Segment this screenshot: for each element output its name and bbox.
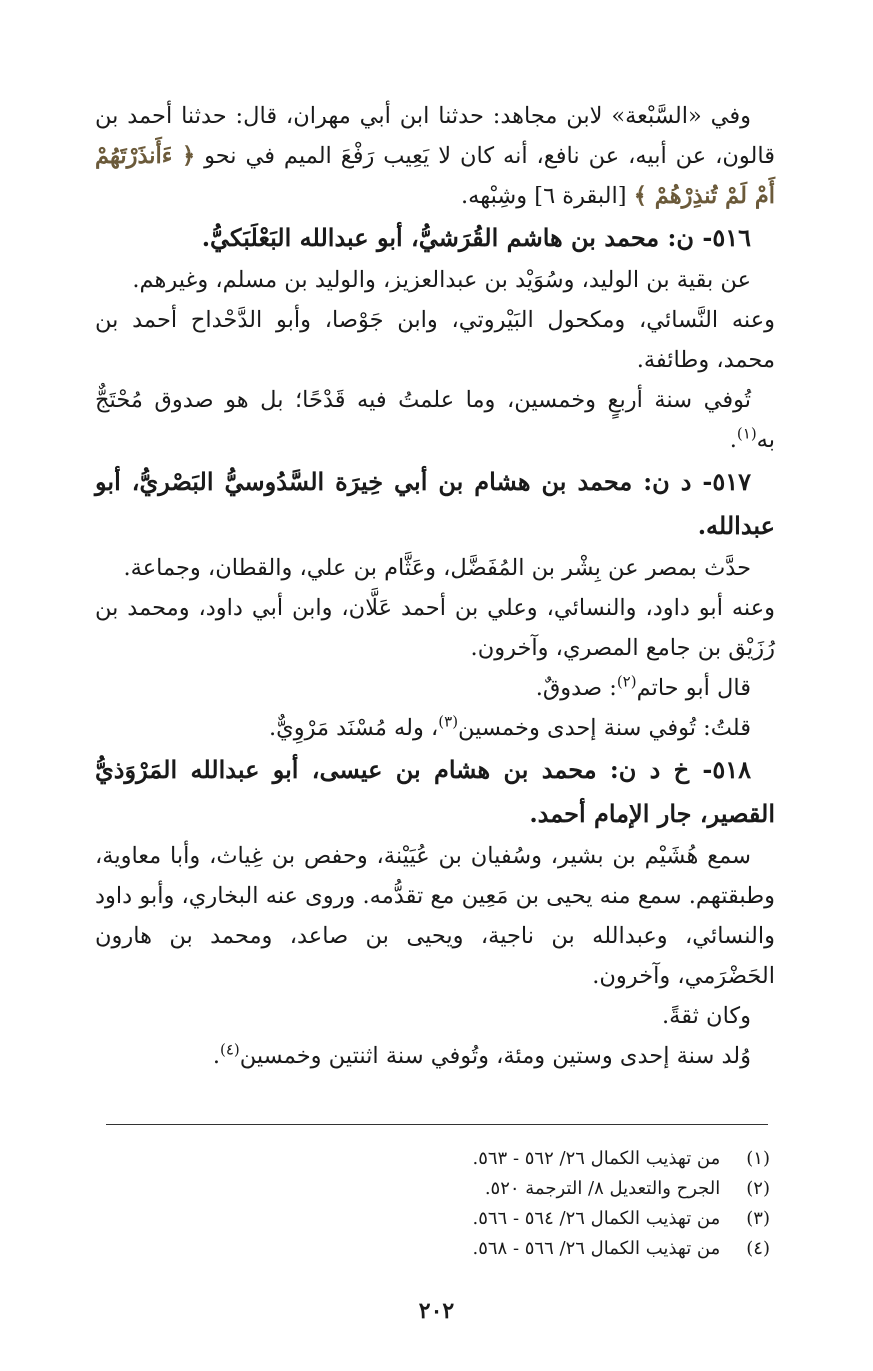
entry-516-students: وعنه النَّسائي، ومكحول البَيْروتي، وابن جَوْصا، وأبو الدَّحْداح أحمد بن محمد، وطائفة. [95, 307, 775, 373]
entry-516-death [95, 380, 775, 460]
footnote-text: من تهذيب الكمال ٢٦/ ٥٦٢ - ٥٦٣. [472, 1148, 721, 1169]
footnote-ref-1[interactable]: (١) [736, 424, 757, 443]
entry-517-death-text: قلتُ: تُوفي سنة إحدى وخمسين [458, 715, 751, 741]
entry-518-narrators: سمع هُشَيْم بن بشير، وسُفيان بن عُيَيْنة، وحفص بن غِياث، وأبا معاوية، وطبقتهم. سمع منه يحيى بن مَعِين مع تقدُّمه. وروى عنه البخاري، وأبو داود والنسائي، وعبدالله بن ناجية، ويحيى بن صاعد، ومحمد بن هارون الحَضْرَمي، وآخرون. [95, 843, 775, 989]
main-text [95, 96, 775, 1076]
entry-517-death-end: ، وله مُسْنَد مَرْوِيٌّ. [268, 715, 439, 741]
entry-518-heading: ٥١٨- خ د ن: محمد بن هشام بن عيسى، أبو عبدالله المَرْوَذيُّ القصير، جار الإمام أحمد. [95, 755, 775, 828]
entry-516-death-text: تُوفي سنة أربعٍ وخمسين، وما علمتُ فيه قَدْحًا؛ بل هو صدوق مُحْتَجٌّ به [95, 387, 775, 453]
intro-text: وفي «السَّبْعة» لابن مجاهد: حدثنا ابن أبي مهران، قال: حدثنا أحمد بن قالون، عن أبيه، عن نافع، أنه كان لا يَعِيب رَفْعَ الميم في نحو [95, 103, 776, 169]
entry-518-birth-death [95, 1036, 775, 1076]
entry-516-teachers: عن بقية بن الوليد، وسُوَيْد بن عبدالعزيز، والوليد بن مسلم، وغيرهم. [132, 267, 751, 293]
entry-517-assessment-end: : صدوقٌ. [535, 675, 617, 701]
quran-verse: ﴿ ءَأَنذَرْتَهُمْ أَمْ لَمْ تُنذِرْهُمْ ﴾ [95, 143, 775, 209]
footnote-item [210, 1174, 770, 1204]
footnote-ref-3[interactable]: (٣) [438, 712, 459, 731]
footnote-ref-4[interactable]: (٤) [219, 1040, 240, 1059]
footnote-text: من تهذيب الكمال ٢٦/ ٥٦٦ - ٥٦٨. [472, 1238, 721, 1259]
footnote-number: (١) [746, 1148, 770, 1169]
footnote-item [210, 1144, 770, 1174]
footnote-number: (٢) [746, 1178, 770, 1199]
entry-518-birth-death-text: وُلد سنة إحدى وستين ومئة، وتُوفي سنة اثنتين وخمسين [239, 1043, 751, 1069]
footnote-number: (٤) [746, 1238, 770, 1259]
entry-517-teachers: حدَّث بمصر عن بِشْر بن المُفَضَّل، وعَثَّام بن علي، والقطان، وجماعة. [123, 555, 751, 581]
entry-517-death [95, 708, 775, 748]
footnote-item [210, 1234, 770, 1264]
footnote-ref-2[interactable]: (٢) [616, 672, 637, 691]
footnote-text: من تهذيب الكمال ٢٦/ ٥٦٤ - ٥٦٦. [472, 1208, 721, 1229]
entry-518-birth-death-end: . [212, 1043, 220, 1069]
intro-paragraph [95, 96, 775, 216]
entry-516-death-end: . [729, 427, 737, 453]
entry-517-assessment [95, 668, 775, 708]
intro-text-end: [البقرة ٦] وشِبْهه. [461, 183, 627, 209]
entry-517-assessment-text: قال أبو حاتم [636, 675, 751, 701]
entry-517-heading: ٥١٧- د ن: محمد بن هشام بن أبي خِيرَة السَّدُوسيُّ البَصْريُّ، أبو عبدالله. [95, 467, 775, 540]
entry-518-reliability: وكان ثقةً. [662, 1003, 751, 1029]
entry-517-students: وعنه أبو داود، والنسائي، وعلي بن أحمد عَلَّان، وابن أبي داود، ومحمد بن رُزَيْق بن جامع المصري، وآخرون. [95, 595, 775, 661]
footnote-divider [106, 1124, 768, 1125]
footnotes [210, 1144, 770, 1264]
footnote-item [210, 1204, 770, 1234]
entry-516-heading: ٥١٦- ن: محمد بن هاشم القُرَشيُّ، أبو عبدالله البَعْلَبَكيُّ. [201, 223, 751, 252]
footnote-number: (٣) [746, 1208, 770, 1229]
page-number: ٢٠٢ [418, 1298, 455, 1324]
footnote-text: الجرح والتعديل ٨/ الترجمة ٥٢٠. [484, 1178, 721, 1199]
